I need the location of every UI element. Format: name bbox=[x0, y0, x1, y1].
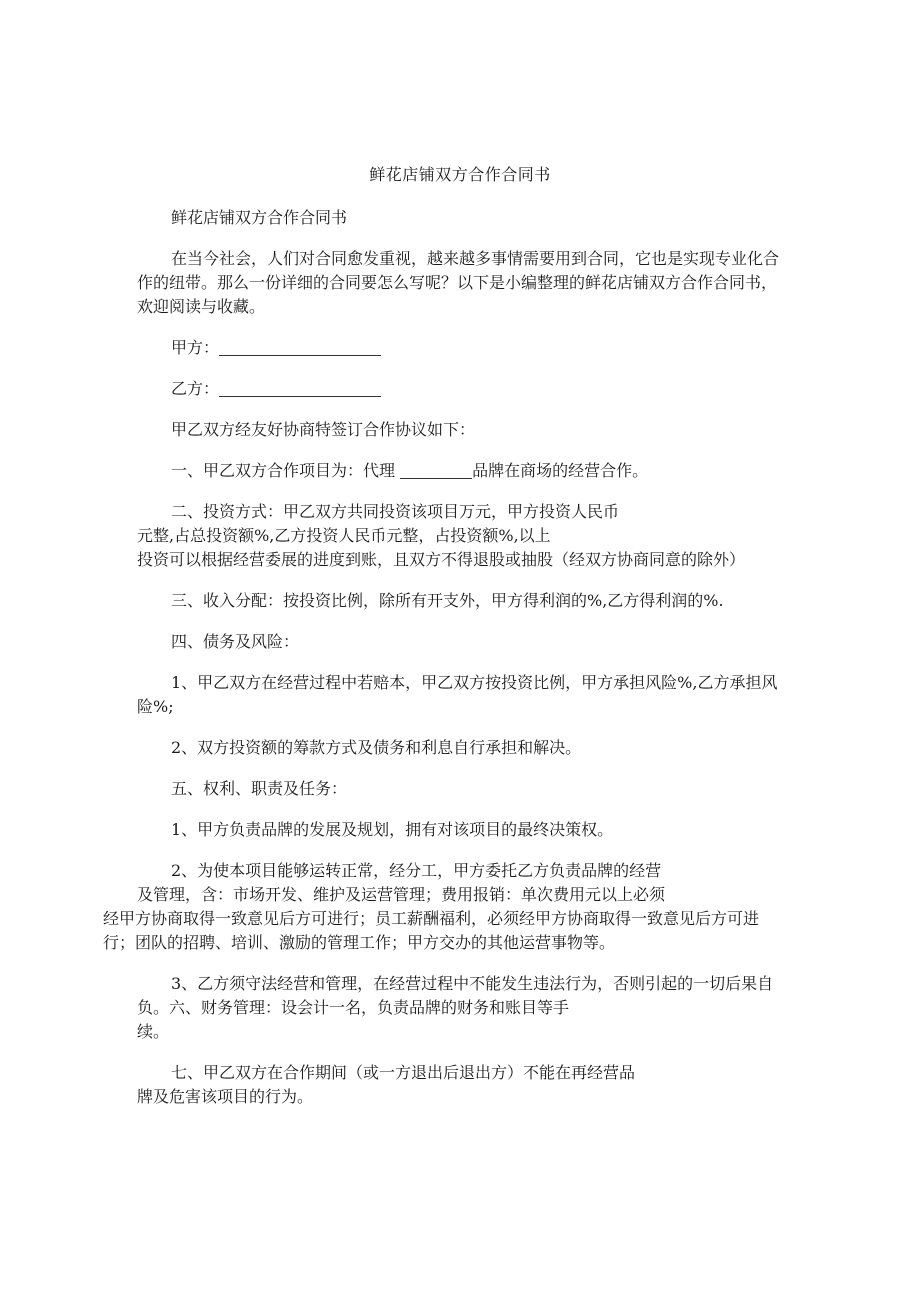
clause-4: 四、债务及风险： bbox=[171, 632, 300, 651]
clause-5-2-line-1: 2、为使本项目能够运转正常，经分工，甲方委托乙方负责品牌的经营 bbox=[171, 861, 662, 880]
document-title: 鲜花店铺双方合作合同书 bbox=[369, 165, 551, 184]
clause-4-1: 1、甲乙双方在经营过程中若赔本，甲乙双方按投资比例，甲方承担风险%,乙方承担风险%; bbox=[137, 673, 778, 716]
clause-5-2 bbox=[103, 859, 787, 955]
clause-1 bbox=[137, 459, 787, 483]
document-subtitle: 鲜花店铺双方合作合同书 bbox=[171, 208, 348, 227]
intro-paragraph: 在当今社会，人们对合同愈发重视，越来越多事情需要用到合同，它也是实现专业化合作的纽带。那么一份详细的合同要怎么写呢？以下是小编整理的鲜花店铺双方合作合同书，欢迎阅读与收藏。 bbox=[137, 249, 780, 316]
document-body bbox=[103, 206, 787, 1126]
clause-2 bbox=[137, 500, 787, 572]
clause-1-suffix: 品牌在商场的经营合作。 bbox=[472, 461, 649, 480]
clause-4-2: 2、双方投资额的筹款方式及债务和利息自行承担和解决。 bbox=[171, 738, 582, 757]
clause-2-line-3: 投资可以根据经营委展的进度到账，且双方不得退股或抽股（经双方协商同意的除外） bbox=[137, 550, 746, 569]
clause-7-line-1: 七、甲乙双方在合作期间（或一方退出后退出方）不能在再经营品 bbox=[171, 1063, 636, 1082]
party-a-row bbox=[137, 336, 787, 360]
party-a-label: 甲方： bbox=[171, 338, 220, 357]
clause-5-3-line-1: 3、乙方须守法经营和管理，在经营过程中不能发生违法行为，否则引起的一切后果自负。六、财务管理：设会计一名，负责品牌的财务和账目等手 bbox=[137, 974, 774, 1017]
clause-5-2-line-3: 经甲方协商取得一致意见后方可进行；员工薪酬福利，必须经甲方协商取得一致意见后方可进行；团队的招聘、培训、激励的管理工作；甲方交办的其他运营事物等。 bbox=[103, 909, 760, 952]
clause-5-3 bbox=[137, 972, 787, 1044]
party-b-row bbox=[137, 377, 787, 401]
party-b-blank bbox=[219, 380, 381, 397]
clause-5-3-line-2: 续。 bbox=[137, 1022, 170, 1041]
clause-2-line-1: 二、投资方式：甲乙双方共同投资该项目万元，甲方投资人民币 bbox=[171, 502, 620, 521]
clause-2-line-2: 元整,占总投资额%,乙方投资人民币元整，占投资额%,以上 bbox=[137, 526, 551, 545]
clause-7-line-2: 牌及危害该项目的行为。 bbox=[137, 1087, 314, 1106]
brand-blank bbox=[400, 462, 472, 479]
clause-5-1: 1、甲方负责品牌的发展及规划，拥有对该项目的最终决策权。 bbox=[171, 820, 614, 839]
party-a-blank bbox=[219, 339, 381, 356]
agreement-intro: 甲乙双方经友好协商特签订合作协议如下： bbox=[171, 420, 476, 439]
party-b-label: 乙方： bbox=[171, 379, 220, 398]
clause-5: 五、权利、职责及任务： bbox=[171, 779, 348, 798]
clause-5-2-line-2: 及管理，含：市场开发、维护及运营管理；费用报销：单次费用元以上必须 bbox=[137, 885, 666, 904]
clause-3: 三、收入分配：按投资比例，除所有开支外，甲方得利润的%,乙方得利润的%. bbox=[171, 591, 724, 610]
clause-1-prefix: 一、甲乙双方合作项目为：代理 bbox=[171, 461, 401, 480]
clause-7 bbox=[137, 1061, 787, 1109]
